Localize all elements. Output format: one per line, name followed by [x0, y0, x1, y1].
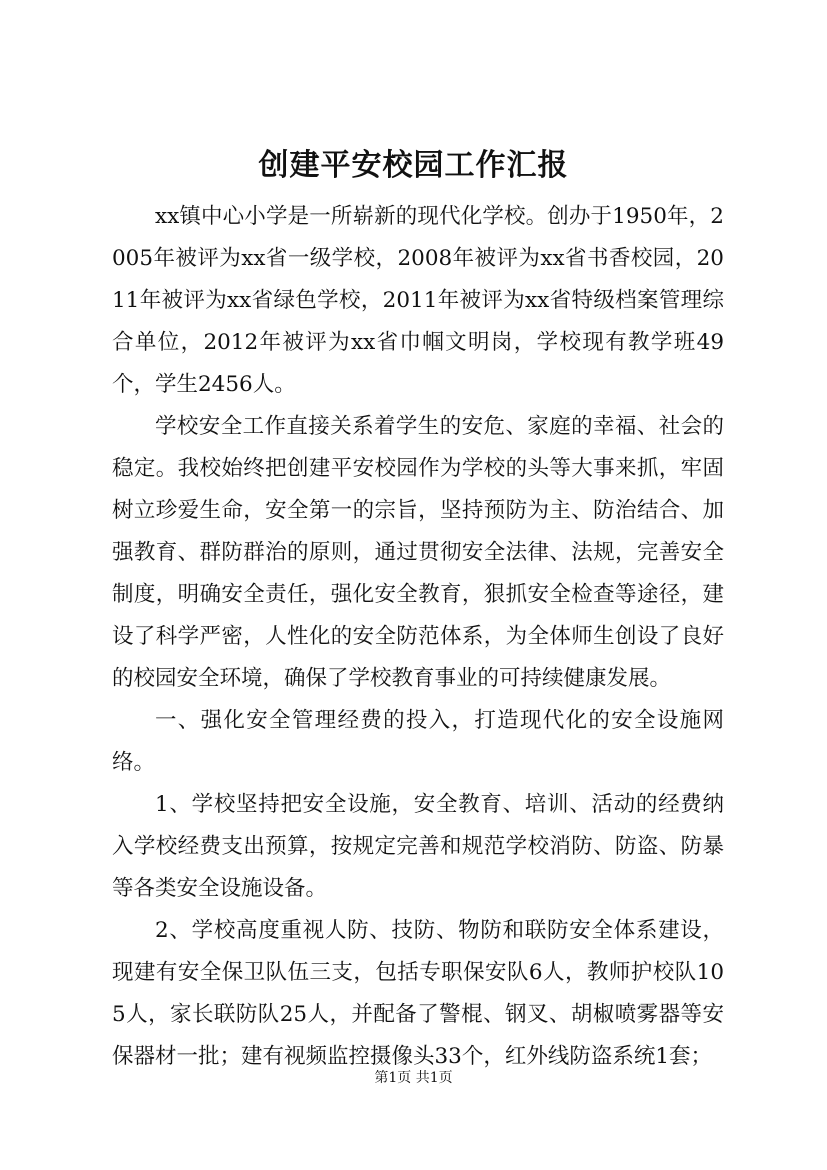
- paragraph-item-2: 2、学校高度重视人防、技防、物防和联防安全体系建设，现建有安全保卫队伍三支，包括专职保安队6人，教师护校队105人，家长联防队25人，并配备了警棍、钢叉、胡椒喷雾器等安保器材一批；建有视频监控摄像头33个，红外线防盗系统1套；: [112, 918, 724, 1069]
- page-number-footer: 第1页 共1页: [374, 1070, 453, 1086]
- paragraph-item-1: 1、学校坚持把安全设施，安全教育、培训、活动的经费纳入学校经费支出预算，按规定完善和规范学校消防、防盗、防暴等各类安全设施设备。: [112, 792, 724, 901]
- paragraph-safety-overview: 学校安全工作直接关系着学生的安危、家庭的幸福、社会的稳定。我校始终把创建平安校园作为学校的头等大事来抓，牢固树立珍爱生命，安全第一的宗旨，坚持预防为主、防治结合、加强教育、群防群治的原则，通过贯彻安全法律、法规，完善安全制度，明确安全责任，强化安全教育，狠抓安全检查等途径，建设了科学严密，人性化的安全防范体系，为全体师生创设了良好的校园安全环境，确保了学校教育事业的可持续健康发展。: [112, 414, 724, 691]
- paragraph-intro: xx镇中心小学是一所崭新的现代化学校。创办于1950年，2005年被评为xx省一级学校，2008年被评为xx省书香校园，2011年被评为xx省绿色学校，2011年被评为xx省特级档案管理综合单位，2012年被评为xx省巾帼文明岗，学校现有教学班49个，学生2456人。: [112, 204, 724, 397]
- section-heading-1: 一、强化安全管理经费的投入，打造现代化的安全设施网络。: [112, 708, 724, 775]
- document-body: [112, 196, 724, 1078]
- document-title: 创建平安校园工作汇报: [258, 148, 569, 183]
